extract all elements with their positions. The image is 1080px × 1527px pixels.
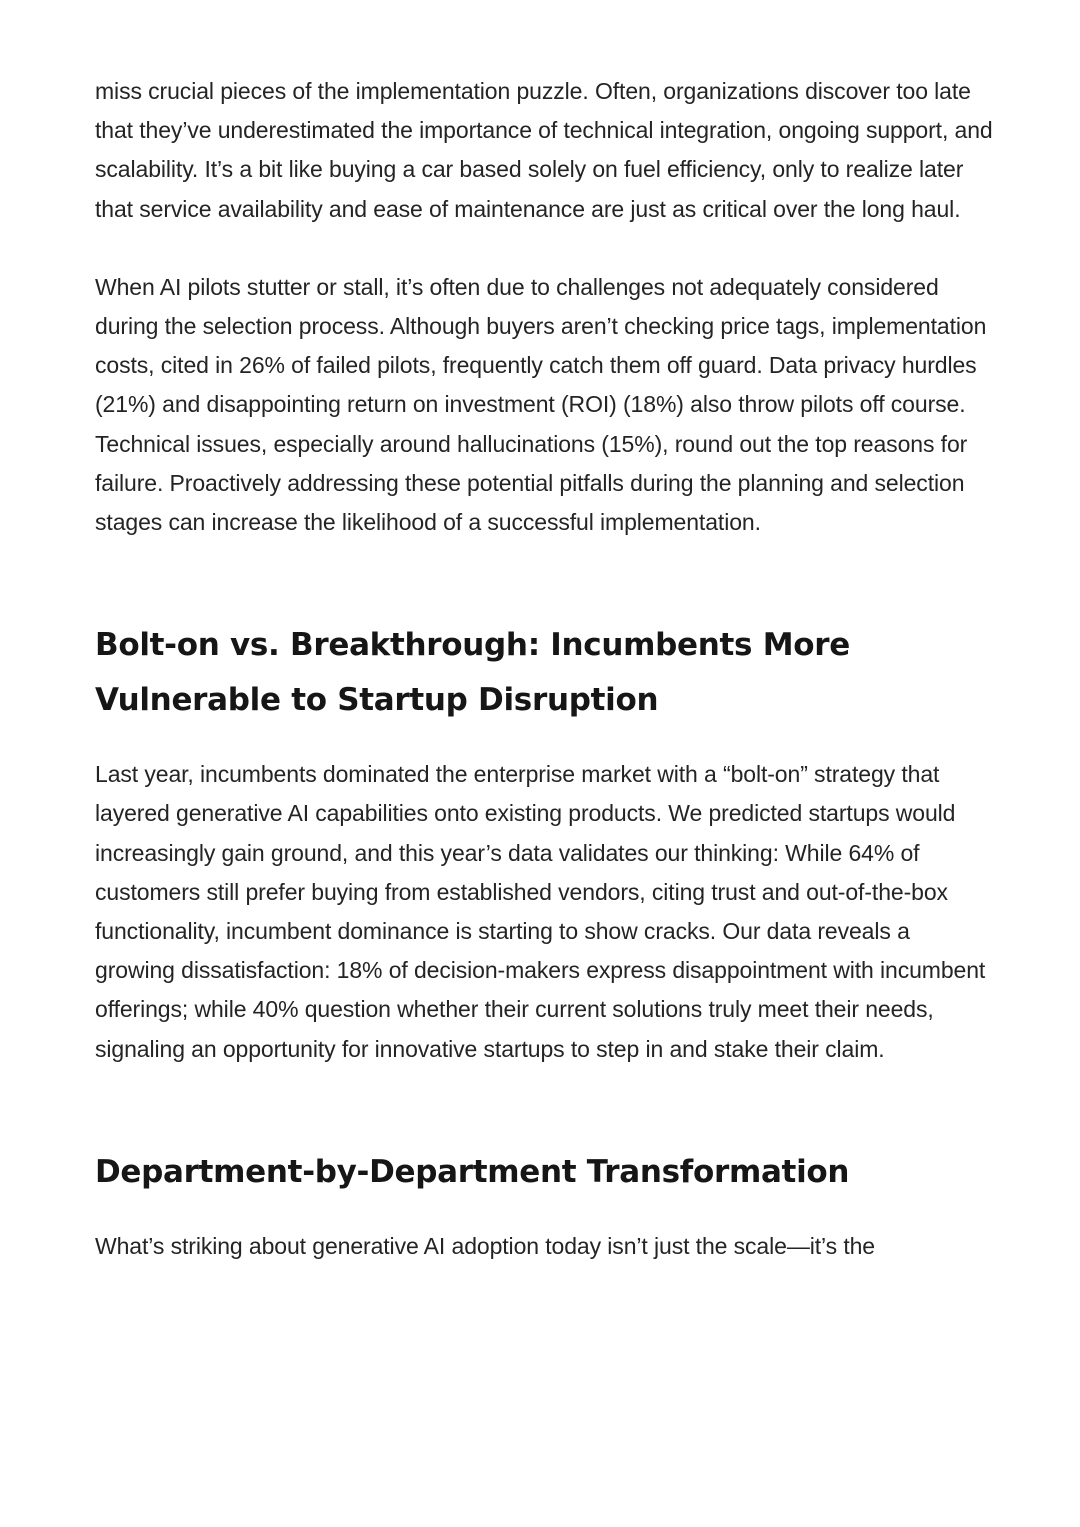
section-heading-department: Department-by-Department Transformation xyxy=(95,1153,850,1190)
body-paragraph: miss crucial pieces of the implementation puzzle. Often, organizations discover too late that they’ve underestimated the importance of technical integration, ongoing support, and scalability. It’s a bit like buying a car based solely on fuel efficiency, only to realize later that service availability and ease of maintenance are just as critical over the long haul. xyxy=(95,78,993,222)
heading-spacer xyxy=(95,1200,995,1227)
section-spacer xyxy=(95,1069,995,1145)
article-body xyxy=(95,72,995,1266)
body-paragraph: What’s striking about generative AI adoption today isn’t just the scale—it’s the xyxy=(95,1232,875,1259)
body-paragraph: Last year, incumbents dominated the enterprise market with a “bolt-on” strategy that layered generative AI capabilities onto existing products. We predicted startups would increasingly gain ground, and this year’s data validates our thinking: While 64% of customers still prefer buying from established vendors, citing trust and out-of-the-box functionality, incumbent dominance is starting to show cracks. Our data reveals a growing dissatisfaction: 18% of decision-makers express disappointment with incumbent offerings; while 40% question whether their current solutions truly meet their needs, signaling an opportunity for innovative startups to step in and stake their claim. xyxy=(95,761,986,1062)
paragraph-spacer xyxy=(95,229,995,268)
section-spacer xyxy=(95,542,995,618)
body-paragraph: When AI pilots stutter or stall, it’s often due to challenges not adequately considered during the selection process. Although buyers aren’t checking price tags, implementation costs, cited in 26% of failed pilots, frequently catch them off guard. Data privacy hurdles (21%) and disappointing return on investment (ROI) (18%) also throw pilots off course. Technical issues, especially around hallucinations (15%), round out the top reasons for failure. Proactively addressing these potential pitfalls during the planning and selection stages can increase the likelihood of a successful implementation. xyxy=(95,273,987,536)
section-heading-bolt-on: Bolt-on vs. Breakthrough: Incumbents More Vulnerable to Startup Disruption xyxy=(95,627,850,719)
heading-spacer xyxy=(95,728,995,755)
